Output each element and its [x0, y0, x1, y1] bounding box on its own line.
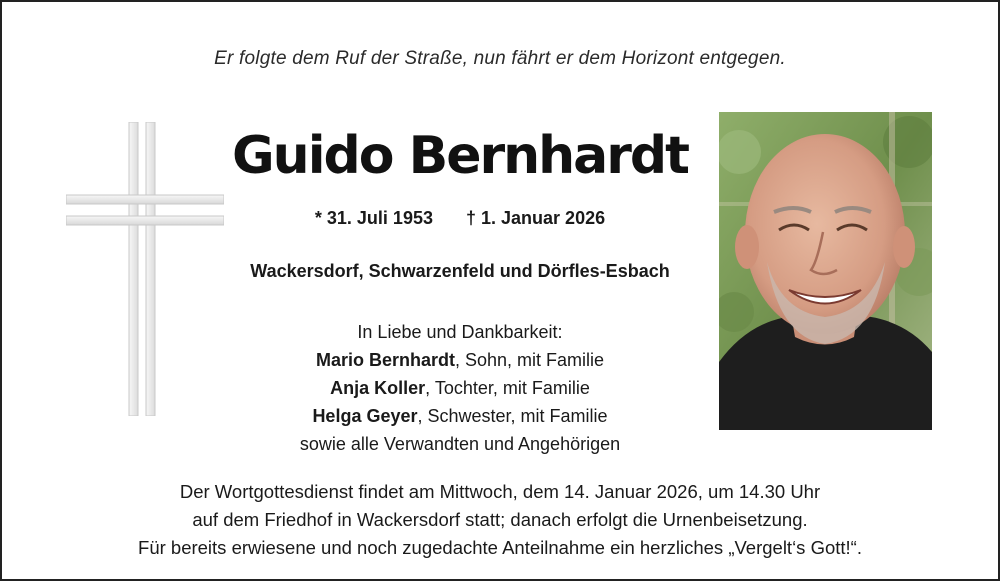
mourner-relation: , Sohn, mit Familie [454, 350, 605, 370]
mourners-block [230, 318, 690, 458]
service-line: Der Wortgottesdienst findet am Mittwoch, dem 14. Januar 2026, um 14.30 Uhr [179, 481, 821, 502]
mourners-intro: In Liebe und Dankbarkeit: [357, 322, 563, 342]
service-line: Für bereits erwiesene und noch zugedachte Anteilnahme ein herzliches „Vergelt‘s Gott!“. [138, 537, 862, 558]
service-notice [2, 478, 998, 562]
portrait-photo [719, 112, 932, 430]
places: Wackersdorf, Schwarzenfeld und Dörfles-Esbach [250, 261, 670, 281]
mourner-line [230, 402, 690, 430]
mourner-relation: , Schwester, mit Familie [417, 406, 608, 426]
mourner-name: Anja Koller [330, 378, 426, 398]
mourner-name: Helga Geyer [312, 406, 418, 426]
death-date: † 1. Januar 2026 [466, 208, 606, 228]
life-dates [230, 208, 690, 229]
mourner-relation: , Tochter, mit Familie [425, 378, 590, 398]
mourner-line [230, 374, 690, 402]
mourner-line [230, 346, 690, 374]
cross-icon [66, 122, 224, 416]
motto: Er folgte dem Ruf der Straße, nun fährt er dem Horizont entgegen. [214, 48, 786, 69]
birth-date: * 31. Juli 1953 [314, 208, 433, 228]
mourners-closing: sowie alle Verwandten und Angehörigen [299, 434, 621, 454]
service-line: auf dem Friedhof in Wackersdorf statt; danach erfolgt die Urnenbeisetzung. [192, 509, 808, 530]
mourner-name: Mario Bernhardt [315, 350, 455, 370]
deceased-name: Guido Bernhardt [232, 126, 688, 186]
